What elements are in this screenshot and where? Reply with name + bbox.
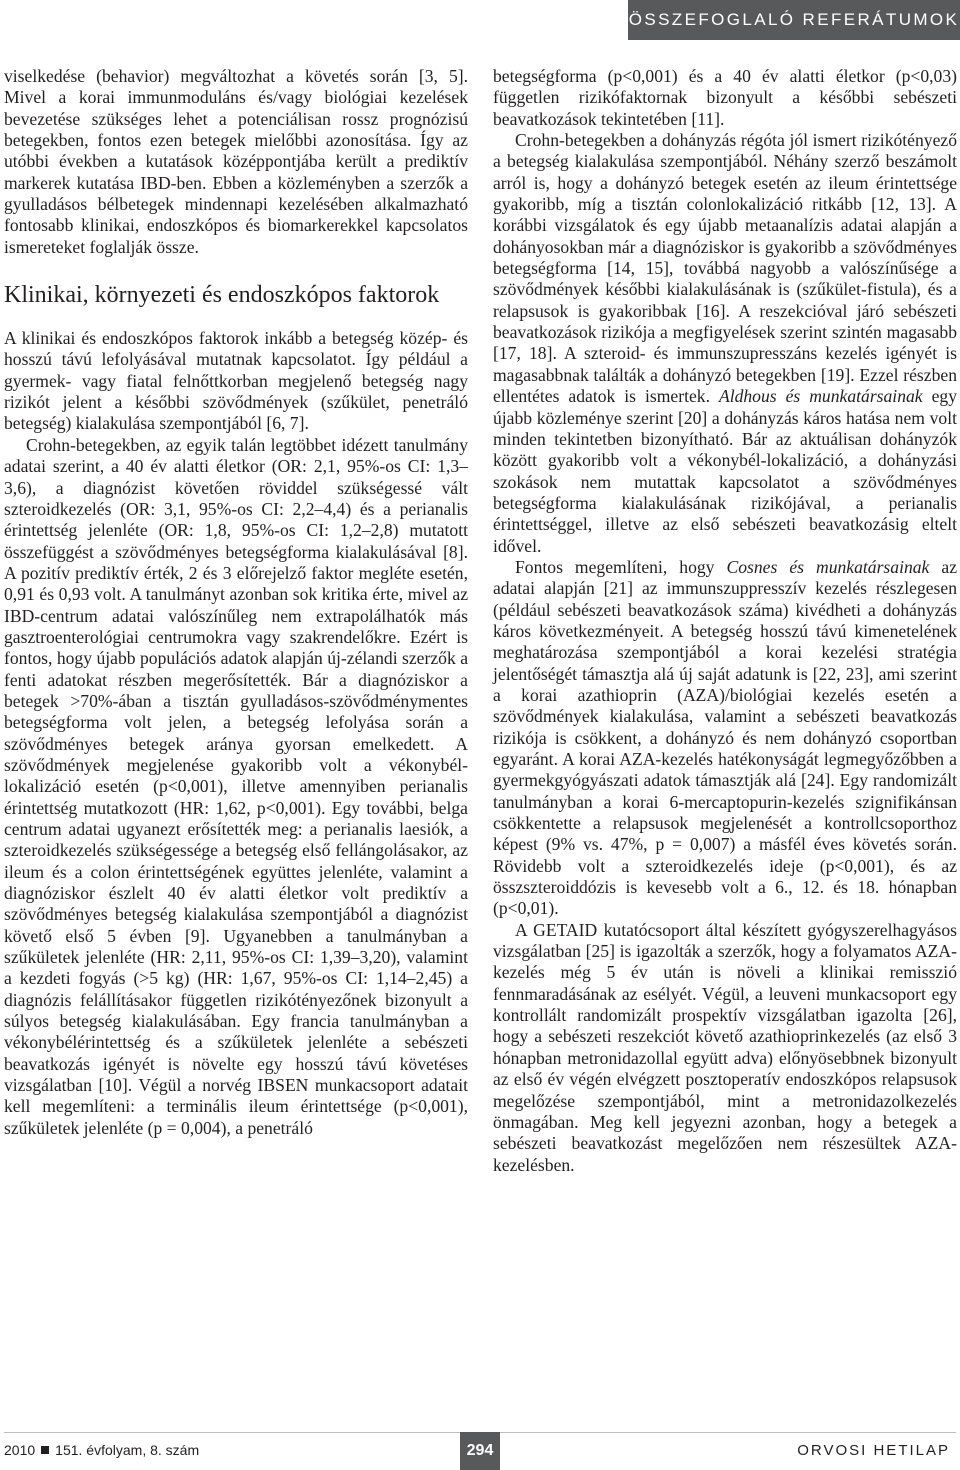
page-number: 294 bbox=[460, 1432, 500, 1470]
section-label: ÖSSZEFOGLALÓ REFERÁTUMOK bbox=[628, 0, 960, 40]
section-heading: Klinikai, környezeti és endoszkópos faktorok bbox=[4, 282, 440, 309]
footer-year: 2010 bbox=[4, 1442, 36, 1458]
footer-issue-info bbox=[4, 1442, 199, 1458]
right-paragraph-2-text-a: Crohn-betegekben a dohányzás régóta jól ismert rizikótényező a betegség kialakulása szempontjából. Néhány szerző beszámolt arról is, hogy a dohányzó betegek esetén az ileum érintettsége gyakoribb, míg a tisztán colonlokalizáció ritkább [12, 13]. A korábbi vizsgálatok és egy újabb metaanalízis adatai alapján a dohányosokban már a diagnóziskor is gyakoribb a szövődményes betegségforma [14, 15], továbbá nagyobb a valószínűsége a szövődmények későbbi kialakulásának is (szűkület-fistula), és a relapsusok is gyakoribbak [16]. A reszekcióval járó sebészeti beavatkozások rizikója a megfigyelések szerint szintén magasabb [17, 18]. A szteroid- és immunszupresszáns kezelés igényét is magasabbnak találták a dohányzó betegekben [19]. Ezzel részben ellentétes adatok is ismertek. bbox=[493, 130, 957, 407]
left-column bbox=[4, 66, 468, 1139]
right-paragraph-3-text-a: Fontos megemlíteni, hogy bbox=[515, 556, 727, 577]
page-footer bbox=[0, 1432, 960, 1470]
right-paragraph-1: betegségforma (p<0,001) és a 40 év alatti életkor (p<0,03) független rizikófaktornak bizonyult a későbbi sebészeti beavatkozások tekintetében [11]. bbox=[493, 66, 957, 129]
left-paragraph-3: Crohn-betegekben, az egyik talán legtöbbet idézett tanulmány adatai szerint, a 40 év alatti életkor (OR: 2,1, 95%-os CI: 1,3–3,6), a diagnózist követően röviddel szükségessé vált szteroidkezelés (OR: 3,1, 95%-os CI: 2,2–4,4) és a perianalis érintettség jelenléte (OR: 1,8, 95%-os CI: 1,2–2,8) mutatott összefüggést a szövődményes betegségforma kialakulásával [8]. A pozitív prediktív érték, 2 és 3 előrejelző faktor megléte esetén, 0,91 és 0,93 volt. A tanulmányt azonban sok kritika érte, mivel az IBD-centrum adatai valószínűleg nem extrapolálhatók más gasztroenterológiai centrumokra vagy szakrendelőkre. Ezért is fontos, hogy újabb populációs adatok alapján új-zélandi szerzők a fenti adatokat részben megerősítették. Bár a diagnóziskor a betegek >70%-ában a tisztán gyulladásos-szövődménymentes betegségforma volt jelen, a betegség lefolyása során a szövődményes betegek aránya gyorsan emelkedett. A szövődmények megjelenése gyakoribb volt a vékonybél-lokalizáció esetén (p<0,001), illetve amennyiben perianalis érintettség mutatkozott (HR: 1,62, p<0,001). Egy további, belga centrum adatai ugyanezt erősítették meg: a perianalis laesiók, a szteroidkezelés szükségessége a betegség első fellángolásakor, az ileum és a colon érintettségének együttes jelenléte, valamint a diagnóziskor észlelt 40 év alatti életkor volt prediktív a szövődményes betegség kialakulása szempontjából a diagnózist követő első 5 évben [9]. Ugyanebben a tanulmányban a szűkületek jelenléte (HR: 2,11, 95%-os CI: 1,39–3,20), valamint a kezdeti fogyás (>5 kg) (HR: 1,67, 95%-os CI: 1,14–2,45) a diagnózis felállításakor független rizikótényezőnek bizonyult a súlyos betegség kialakulásában. Egy francia tanulmányban a vékonybélérintettség és a szűkületek jelenléte a sebészeti beavatkozás igényét is növelte egy hosszú távú követéses vizsgálatban [10]. Végül a norvég IBSEN munkacsoport adatait kell megemlíteni: a terminális ileum érintettsége (p<0,001), szűkületek jelenléte (p = 0,004), a penetráló bbox=[4, 434, 468, 1138]
right-paragraph-2-text-b: egy újabb közleménye szerint [20] a dohányzás káros hatása nem volt minden tekintetben bizonyítható. Bár az aktuálisan dohányzók között gyakoribb volt a vékonybél-lokalizáció, a dohányzási szokások nem mutattak kapcsolatot a szövődményes betegségforma kialakulásának rizikójával, a perianalis érintettséggel, illetve az első sebészeti beavatkozásig eltelt idővel. bbox=[493, 386, 957, 556]
header-band bbox=[0, 0, 960, 40]
left-paragraph-1: viselkedése (behavior) megváltozhat a követés során [3, 5]. Mivel a korai immunmoduláns és/vagy biológiai kezelések bevezetése szükséges lehet a potenciálisan rossz prognózisú betegekben, fontos ezen betegek mielőbbi azonosítása. Így az utóbbi években a kutatások középpontjába került a prediktív markerek kutatása IBD-ben. Ebben a közleményben a szerzők a gyulladásos bélbetegek mindennapi kezelésében alkalmazható fontosabb klinikai, endoszkópos és biomarkerekkel kapcsolatos ismereteket foglalják össze. bbox=[4, 66, 468, 257]
left-paragraph-2: A klinikai és endoszkópos faktorok inkább a betegség közép- és hosszú távú lefolyásával mutatnak kapcsolatot. Így például a gyermek- vagy fiatal felnőttkorban megjelenő betegség nagy rizikót jelent a későbbi szövődmények (szűkület, penetráló betegség) kialakulása szempontjából [6, 7]. bbox=[4, 328, 468, 434]
author-reference-cosnes: Cosnes és munkatársainak bbox=[726, 556, 930, 577]
right-paragraph-2 bbox=[493, 130, 957, 557]
right-paragraph-3 bbox=[493, 557, 957, 920]
author-reference-aldhous: Aldhous és munkatársainak bbox=[718, 386, 923, 407]
right-column bbox=[493, 66, 957, 1176]
right-paragraph-4: A GETAID kutatócsoport által készített gyógyszerelhagyásos vizsgálatban [25] is igazolták a szerzők, hogy a folyamatos AZA-kezelés még 5 év után is növeli a klinikai remisszió fennmaradásának az esélyét. Végül, a leuveni munkacsoport egy kontrollált randomizált prospektív vizsgálatban igazolta [26], hogy a sebészeti reszekciót követő azathioprinkezelés (az első 3 hónapban metronidazollal együtt adva) előnyösebbnek bizonyult az első év végén elvégzett posztoperatív endoszkópos relapsusok megelőzése szempontjából, mint a metronidazolkezelés önmagában. Meg kell jegyezni azonban, hogy a betegek a sebészeti beavatkozást megelőzően nem részesültek AZA-kezelésben. bbox=[493, 919, 957, 1175]
right-paragraph-3-text-b: az adatai alapján [21] az immunszuppresszív kezelés részlegesen (például sebészeti beavatkozások száma) kivédheti a dohányzás káros következményeit. A betegség hosszú távú kimenetelének meghatározása szempontjából a korai kezelési stratégia jelentőségét támasztja alá új saját adatunk is [22, 23], ami szerint a korai azathioprin (AZA)/biológiai kezelés esetén a szövődmények kialakulása, valamint a sebészeti beavatkozás rizikója is csökkent, a dohányzó és nem dohányzó csoportban egyaránt. A korai AZA-kezelés hatékonyságát legmegyőzőbben a gyermekgyógyászati adatok támasztják alá [24]. Egy randomizált tanulmányban a korai 6-mercaptopurin-kezelés szignifikánsan csökkentette a relapsusok megjelenését a kontrollcsoporthoz képest (9% vs. 47%, p = 0,007) a másfél éves követés során. Rövidebb volt a szteroidkezelés ideje (p<0,001), és az összszteroiddózis is kevesebb volt a 6., 12. és 18. hónapban (p<0,01). bbox=[493, 556, 958, 919]
journal-name: ORVOSI HETILAP bbox=[797, 1442, 950, 1459]
square-bullet-icon bbox=[41, 1446, 49, 1454]
footer-issue: 151. évfolyam, 8. szám bbox=[55, 1442, 200, 1458]
